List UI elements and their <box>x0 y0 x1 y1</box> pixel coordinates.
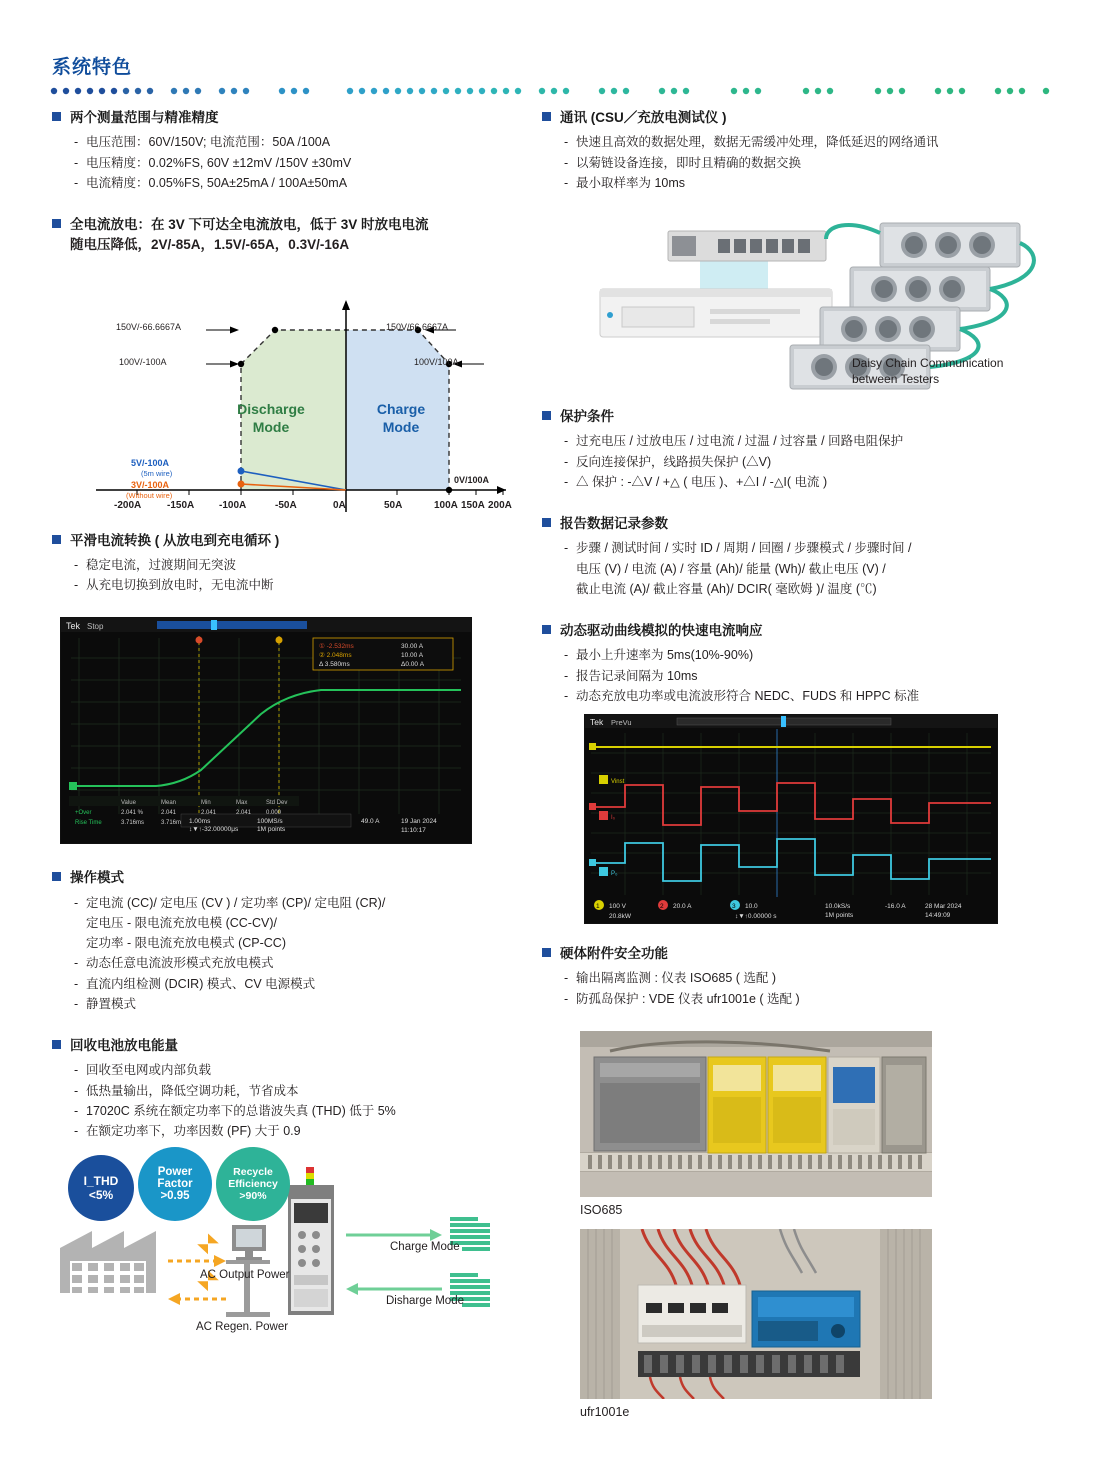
svg-text:① -2.532ms: ① -2.532ms <box>319 643 354 651</box>
svg-text:1M points: 1M points <box>257 826 286 834</box>
svg-text:Δ 3.580ms: Δ 3.580ms <box>319 661 350 669</box>
svg-text:Stop: Stop <box>87 622 104 632</box>
label-ac-output-power: AC Output Power <box>200 1269 290 1282</box>
block-title: 保护条件 <box>540 407 1052 427</box>
block-report-parameters <box>540 514 1052 599</box>
list-item: - 步骤 / 测试时间 / 实时 ID / 周期 / 回圈 / 步骤模式 / 步骤时间 / <box>540 538 1052 558</box>
badge-pf-line2: Factor <box>157 1178 193 1191</box>
label-discharge-mode: Disharge Mode <box>386 1295 464 1308</box>
iso685-caption: ISO685 <box>580 1202 623 1217</box>
block-title: 两个测量范围与精准精度 <box>50 108 530 128</box>
list-item: - 报告记录间隔为 10ms <box>540 666 1052 686</box>
list-item: - 电压精度：0.02%FS, 60V ±12mV /150V ±30mV <box>50 153 530 173</box>
svg-text:2.041 %: 2.041 % <box>121 810 144 817</box>
svg-text:1.00ms: 1.00ms <box>189 818 211 826</box>
discharge-mode-label <box>216 400 326 438</box>
block-items <box>50 132 530 193</box>
svg-text:3.716ms: 3.716ms <box>121 820 145 827</box>
xtick-5: 50A <box>384 499 403 511</box>
block-communication <box>540 108 1052 193</box>
list-item: - 最小上升速率为 5ms(10%-90%) <box>540 645 1052 665</box>
list-item: 定电压 - 限电流充放电模 (CC-CV)/ <box>86 915 277 930</box>
discharge-mode-line1: Discharge <box>237 400 305 417</box>
block-title: 全电流放电：在 3V 下可达全电流放电，低于 3V 时放电电流 <box>50 215 530 235</box>
list-item: - 电流精度：0.05%FS, 50A±25mA / 100A±50mA <box>50 173 530 193</box>
daisy-chain-illustration <box>550 203 1050 393</box>
chart-annotation-150v-pos: 150V/66.6667A <box>386 321 449 332</box>
block-title: 平滑电流转换 ( 从放电到充电循环 ) <box>50 531 530 551</box>
chart-annotation-3v: 3V/-100A <box>131 479 170 490</box>
svg-text:↕▼↑-32.00000μs: ↕▼↑-32.00000μs <box>189 826 239 834</box>
block-title: 操作模式 <box>50 868 530 888</box>
list-item: - 过充电压 / 过放电压 / 过电流 / 过温 / 过容量 / 回路电阻保护 <box>540 431 1052 451</box>
oscilloscope-screenshot-2 <box>584 714 998 924</box>
list-item: - 输出隔离监测 : 仪表 ISO685 ( 选配 ) <box>540 968 1052 988</box>
badge-re-line2: Efficiency <box>228 1178 278 1191</box>
xtick-6: 100A <box>434 499 458 511</box>
svg-text:49.0 A: 49.0 A <box>361 818 380 826</box>
charge-mode-line1: Charge <box>376 400 426 417</box>
svg-text:Max: Max <box>236 800 248 807</box>
badge-re-line3: >90% <box>239 1190 267 1203</box>
list-item: - 从充电切换到放电时，无电流中断 <box>50 575 530 595</box>
list-item: - 稳定电流，过渡期间无突波 <box>50 555 530 575</box>
list-item: - 快速且高效的数据处理，数据无需缓冲处理，降低延迟的网络通讯 <box>540 132 1052 152</box>
chart-annotation-5v: 5V/-100A <box>131 457 170 468</box>
list-item: 定功率 - 限电流充放电模式 (CP-CC) <box>86 936 286 950</box>
list-item: - 动态任意电流波形模式充放电模式 <box>50 953 530 973</box>
svg-text:2.041: 2.041 <box>161 810 177 817</box>
list-item: - 反向连接保护，线路损失保护 (△V) <box>540 452 1052 472</box>
block-hardware-safety <box>540 944 1052 1009</box>
page-title: 系统特色 <box>52 57 133 78</box>
charge-mode-label <box>346 400 456 438</box>
svg-text:Rise Time: Rise Time <box>75 820 102 827</box>
badge-recycle-efficiency <box>216 1147 290 1221</box>
svg-text:Tek: Tek <box>590 717 604 727</box>
list-item: - 直流内组检测 (DCIR) 模式、CV 电源模式 <box>50 974 530 994</box>
block-items <box>540 645 1052 706</box>
svg-text:+Over: +Over <box>75 810 92 817</box>
block-energy-recycle <box>50 1036 530 1141</box>
iso685-photo <box>580 1031 932 1197</box>
svg-text:2.041: 2.041 <box>201 810 217 817</box>
svg-text:I₀: I₀ <box>611 815 616 821</box>
svg-text:Δ0.00 A: Δ0.00 A <box>401 661 425 669</box>
chart-annotation-5v-sub: (5m wire) <box>141 468 173 478</box>
badge-pf-line3: >0.95 <box>160 1190 190 1203</box>
svg-text:20.8kW: 20.8kW <box>609 913 632 920</box>
block-measurement-range <box>50 108 530 193</box>
badge-power-factor <box>138 1147 212 1221</box>
svg-text:PreVu: PreVu <box>611 718 632 727</box>
list-item: - 回收至电网或内部负载 <box>50 1060 530 1080</box>
daisy-caption-line1: Daisy Chain Communication <box>852 356 1004 370</box>
ufr1001e-caption: ufr1001e <box>580 1404 630 1419</box>
left-column <box>50 108 530 1363</box>
list-item: - 动态充放电功率或电流波形符合 NEDC、FUDS 和 HPPC 标准 <box>540 686 1052 706</box>
dotted-divider <box>50 86 1052 96</box>
chart-annotation-3v-sub: (Without wire) <box>126 490 173 500</box>
svg-text:11:10:17: 11:10:17 <box>401 827 426 835</box>
svg-text:100 V: 100 V <box>609 903 626 910</box>
svg-text:30.00 A: 30.00 A <box>401 643 424 651</box>
list-item: - 防孤岛保护 : VDE 仪表 ufr1001e ( 选配 ) <box>540 989 1052 1009</box>
xtick-8: 200A <box>488 499 512 511</box>
block-operation-modes <box>50 868 530 1014</box>
svg-text:0.000: 0.000 <box>266 810 282 817</box>
badge-ithd <box>68 1155 134 1221</box>
block-title: 硬体附件安全功能 <box>540 944 1052 964</box>
block-items <box>50 893 530 1015</box>
block-title: 报告数据记录参数 <box>540 514 1052 534</box>
chart-annotation-150v-neg: 150V/-66.6667A <box>116 321 182 332</box>
photo-block-ufr1001e <box>580 1229 1052 1419</box>
list-item: - 电压范围：60V/150V; 电流范围：50A /100A <box>50 132 530 152</box>
block-items <box>540 431 1052 492</box>
daisy-caption-line2: between Testers <box>852 372 940 387</box>
svg-text:Tek: Tek <box>66 621 81 632</box>
svg-text:28 Mar 2024: 28 Mar 2024 <box>925 903 962 910</box>
list-item: - 定电流 (CC)/ 定电压 (CV ) / 定功率 (CP)/ 定电阻 (CR)/ <box>50 893 530 913</box>
svg-text:3.716m: 3.716m <box>161 820 182 827</box>
svg-text:Value: Value <box>121 800 136 807</box>
svg-text:19 Jan 2024: 19 Jan 2024 <box>401 818 437 826</box>
block-items <box>540 538 1052 599</box>
iso685-photo-svg <box>580 1031 932 1197</box>
scope1-svg <box>61 618 471 843</box>
xtick-3: -50A <box>275 499 297 511</box>
svg-text:10.0: 10.0 <box>745 903 758 910</box>
list-item: 电压 (V) / 电流 (A) / 容量 (Ah)/ 能量 (Wh)/ 截止电压 (V) / <box>576 561 886 576</box>
list-item: 截止电流 (A)/ 截止容量 (Ah)/ DCIR( 毫欧姆 )/ 温度 (℃) <box>576 581 877 596</box>
label-ac-regen-power: AC Regen. Power <box>196 1321 289 1334</box>
block-items <box>540 968 1052 1009</box>
xtick-1: -150A <box>167 499 195 511</box>
svg-text:3: 3 <box>732 903 736 910</box>
list-item: - 在额定功率下，功率因数 (PF) 大于 0.9 <box>50 1121 530 1141</box>
list-item: - 17020C 系统在额定功率下的总谐波失真 (THD) 低于 5% <box>50 1101 530 1121</box>
scope2-svg <box>585 715 997 923</box>
photo-block-iso685 <box>580 1031 1052 1217</box>
badge-re-line1: Recycle <box>233 1166 273 1179</box>
oscilloscope-screenshot-1 <box>60 617 472 844</box>
block-smooth-transition <box>50 531 530 596</box>
block-protection <box>540 407 1052 492</box>
svg-text:Vinst: Vinst <box>611 779 625 785</box>
xtick-0: -200A <box>114 499 142 511</box>
svg-text:10.00 A: 10.00 A <box>401 652 424 660</box>
svg-text:10.0kS/s: 10.0kS/s <box>825 903 851 910</box>
list-item: - 最小取样率为 10ms <box>540 173 1052 193</box>
block-title-line2: 随电压降低，2V/-85A，1.5V/-65A，0.3V/-16A <box>70 237 350 253</box>
label-charge-mode: Charge Mode <box>390 1241 460 1254</box>
svg-text:Mean: Mean <box>161 800 177 807</box>
svg-text:14:49:09: 14:49:09 <box>925 912 951 919</box>
svg-text:2.041: 2.041 <box>236 810 252 817</box>
charge-mode-line2: Mode <box>382 419 420 436</box>
ufr1001e-photo-svg <box>580 1229 932 1399</box>
svg-text:20.0 A: 20.0 A <box>673 903 692 910</box>
block-dynamic-response <box>540 621 1052 706</box>
discharge-mode-line2: Mode <box>252 419 290 436</box>
svg-text:100MS/s: 100MS/s <box>257 818 283 826</box>
block-title: 通讯 (CSU／充放电测试仪 ) <box>540 108 1052 128</box>
list-item: - 静置模式 <box>50 994 530 1014</box>
svg-text:P₀: P₀ <box>611 871 618 877</box>
energy-flow-diagram <box>50 1163 520 1363</box>
chart-annotation-100v-neg: 100V/-100A <box>119 356 167 367</box>
badge-pf-line1: Power <box>157 1166 193 1179</box>
block-full-current-discharge <box>50 215 530 256</box>
list-item: - △ 保护 : -△V / +△ ( 电压 )、+△I / -△I( 电流 ) <box>540 472 1052 492</box>
discharge-charge-quadrant-chart <box>56 262 526 517</box>
block-items <box>540 132 1052 193</box>
svg-text:② 2.048ms: ② 2.048ms <box>319 652 352 660</box>
block-title: 动态驱动曲线模拟的快速电流响应 <box>540 621 1052 641</box>
chart-annotation-100v-pos: 100V/100A <box>414 356 459 367</box>
xtick-2: -100A <box>219 499 247 511</box>
svg-text:1M points: 1M points <box>825 912 854 919</box>
svg-text:Std Dev: Std Dev <box>266 800 288 807</box>
block-items <box>50 1060 530 1141</box>
block-title: 回收电池放电能量 <box>50 1036 530 1056</box>
svg-text:2: 2 <box>660 903 664 910</box>
right-column <box>540 108 1052 1419</box>
badge-ithd-line2: <5% <box>88 1188 114 1203</box>
xtick-7: 150A <box>461 499 485 511</box>
ufr1001e-photo <box>580 1229 932 1399</box>
chart-annotation-0v: 0V/100A <box>454 474 490 485</box>
xtick-4: 0A <box>333 499 346 511</box>
block-items <box>50 555 530 596</box>
svg-text:Min: Min <box>201 800 211 807</box>
svg-text:↕▼↑0.00000 s: ↕▼↑0.00000 s <box>735 913 777 920</box>
list-item: - 以菊链设备连接，即时且精确的数据交换 <box>540 153 1052 173</box>
list-item: - 低热量输出，降低空调功耗，节省成本 <box>50 1081 530 1101</box>
daisy-caption <box>852 355 1003 387</box>
svg-text:-16.0 A: -16.0 A <box>885 903 906 910</box>
svg-text:1: 1 <box>596 903 600 910</box>
badge-ithd-line1: I_THD <box>83 1174 119 1189</box>
